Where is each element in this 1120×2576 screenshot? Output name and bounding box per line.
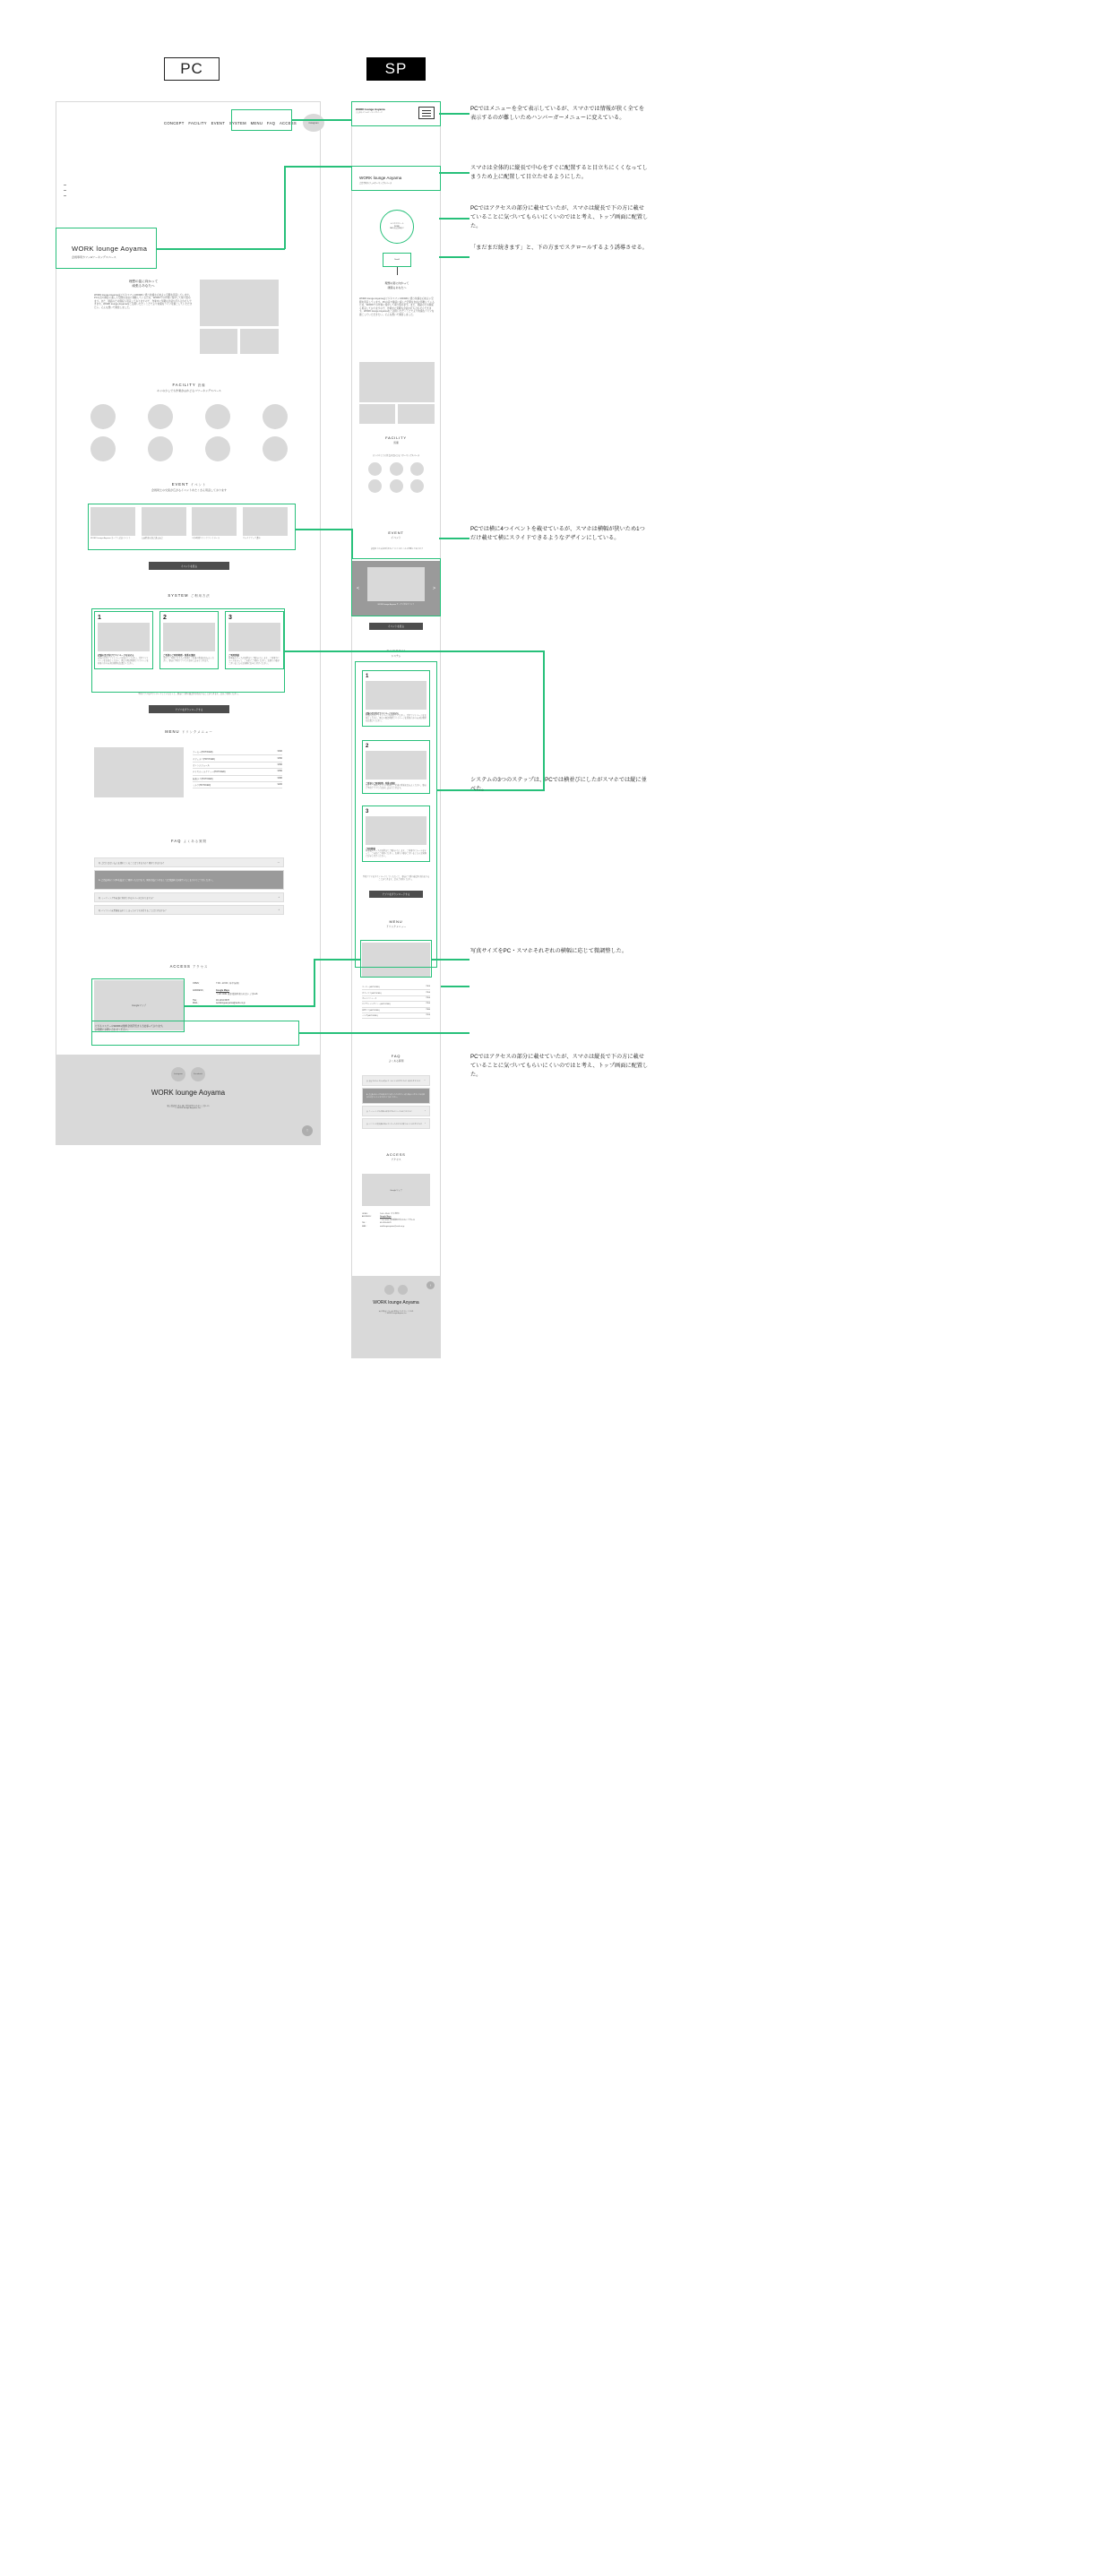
- sp-concept-image-main: [359, 362, 435, 402]
- annotation-connector: [441, 986, 470, 987]
- faq-question: Q. パソコンの充電器を忘れてしまったのですが借りることはできますか？: [99, 909, 168, 912]
- pc-concept-text: [94, 280, 193, 309]
- access-google-maps-link[interactable]: Google Maps: [380, 1216, 392, 1219]
- pc-hero-brand: WORK lounge Aoyama: [72, 245, 148, 253]
- faq-question: Q. ミーティングや商談に利用できるスペースはありますか？: [99, 897, 155, 900]
- footer-address: 東京都港区 青山 東京都港区青山あおい丁目1-21: [167, 1106, 210, 1107]
- arrow-up-icon[interactable]: ↑: [302, 1125, 313, 1136]
- system-step-body: 受付でご利用になりたい時間とご希望の席番をお伝えください。事前に専用アプリでのお申し込みもできます。: [366, 785, 426, 790]
- menu-row: コーヒー(HOT/ICED) ¥300: [362, 985, 430, 990]
- footer-copyright: © WORK lounge Aoyama, Inc.: [175, 1107, 202, 1109]
- sp-system-note: 専用アプリをダウンロードしていただくと、事前に空席の確認や予約をすることができます。是非ご利用ください。: [362, 876, 430, 882]
- annotation-connector: [351, 529, 353, 559]
- instagram-icon[interactable]: instagram: [303, 114, 324, 132]
- sp-concept-image-sub-2: [398, 404, 435, 424]
- system-step-title: ご希望のご利用時間・席番を選択: [163, 654, 195, 657]
- menu-item-price: ¥350: [277, 770, 282, 773]
- facility-icon-1: [368, 462, 382, 476]
- annotation-note-3: PCではアクセスの部分に載せていたが、スマホは縦長で下の方に載せていることに気づいてもらいにくいのではと考え、トップ画面に配置した。: [470, 205, 649, 230]
- scroll-line: [397, 267, 398, 275]
- faq-toggle-icon[interactable]: +: [424, 1110, 426, 1112]
- annotation-connector: [285, 650, 545, 652]
- sp-faq-list: [362, 1075, 430, 1129]
- footer-address: 東京都港区 青山 東京都港区青山あおい丁目1-21: [378, 1311, 414, 1313]
- access-tel-label: TEL：: [193, 998, 199, 1002]
- arrow-up-icon[interactable]: ↑: [426, 1281, 435, 1289]
- system-step-title: 店舗の受け付けでマイページを見せる: [98, 654, 134, 657]
- footer-brand: WORK lounge Aoyama: [373, 1300, 419, 1305]
- annotation-connector: [543, 650, 545, 789]
- system-step-body: 利用後スタッフがお席までご案内いたします。ご利用中にルールを守って、ご自由にご利用ください。お困りの事がございましたらお気軽にお申し付けください。: [366, 850, 426, 858]
- concept-image-main: [200, 280, 279, 326]
- system-step-number: 2: [163, 615, 167, 621]
- facility-icon-6: [410, 479, 424, 493]
- faq-ja: よくある質問: [183, 840, 207, 843]
- sp-system-heading: システム: [391, 654, 401, 658]
- system-step-title: ご希望のご利用時間・席番を選択: [366, 783, 395, 785]
- sp-footer: [352, 1276, 440, 1358]
- annotation-connector: [439, 172, 470, 174]
- pc-faq-list: [94, 857, 284, 915]
- nav-item-event[interactable]: EVENT: [211, 120, 226, 125]
- access-mail-value: worklongeaoyama@work.co.jp: [216, 1002, 246, 1005]
- menu-item-price: ¥350: [277, 762, 282, 766]
- sp-concept-body: WORK lounge Aoyamaはビジネスマン×WORKに通う快適な心地よい空間を用意しています。PCの音や静音に適した空間を自由に移動しているため、WORKでの作業に集中して取り組めます。また、通話のため個室も用意しておりますので、作業中に気軽な会話や打ち合わせもできます。WORK lounge Aoyamaをご活用いただくことでより快適なライフを過ごしていただきたい。そんな想いで運営しました。: [359, 297, 435, 316]
- system-en: SYSTEM: [168, 593, 189, 598]
- access-mail-label: MAIL：: [193, 1002, 200, 1005]
- sp-facility-heading: FACILITY 設備: [385, 435, 407, 444]
- menu-item-name: カフェラテ(HOT/ICED): [193, 757, 215, 761]
- sp-business-school-badge[interactable]: ビジネススクール WORK 無料会員登録受付: [380, 210, 414, 244]
- sp-event-more-button[interactable]: イベントを見る: [369, 623, 423, 630]
- pc-faq-heading: [56, 839, 322, 843]
- sp-event-heading: EVENT イベント: [388, 530, 404, 539]
- faq-item[interactable]: [94, 892, 284, 902]
- nav-item-facility[interactable]: FACILITY: [188, 120, 207, 125]
- facility-icon-4: [263, 404, 288, 429]
- pc-system-heading: [56, 593, 322, 598]
- pc-label: PC: [164, 57, 220, 81]
- facility-icon-5: [390, 479, 403, 493]
- menu-item-name: 抹茶ラテ(HOT/ICED): [193, 777, 213, 780]
- system-step-title: ご利用開始: [366, 849, 375, 850]
- annotation-note-1: PCではメニューを全て表示しているが、スマホでは情報が狭く全てを表示するのが難しいためハンバーガーメニューに変えている。: [470, 106, 645, 122]
- annotation-box-system-pc: [91, 608, 285, 693]
- access-open-value: 7:00〜22:00（年中無休）: [216, 982, 241, 985]
- sp-access-map[interactable]: Googleマップ: [362, 1174, 430, 1206]
- faq-question: Q. 会員ではない友人を連れてくることはできますか？同伴できますか？: [99, 862, 166, 865]
- facility-icon-3: [410, 462, 424, 476]
- system-step-number: 3: [228, 615, 232, 621]
- faq-toggle-icon[interactable]: +: [278, 896, 280, 899]
- nav-item-faq[interactable]: FAQ: [266, 120, 276, 125]
- sp-facility-icon-row-2: [368, 479, 424, 493]
- system-step-number: 2: [366, 744, 369, 749]
- annotation-connector: [296, 529, 351, 530]
- menu-row: ロイヤルミルクティー(HOT/ICED) ¥350: [362, 1002, 430, 1007]
- faq-item[interactable]: [94, 905, 284, 915]
- hero-deco-line-3: [64, 195, 66, 196]
- annotation-connector: [284, 167, 286, 249]
- concept-heading-2: 頑張るあなたへ: [132, 284, 155, 289]
- faq-en: FAQ: [171, 839, 182, 843]
- sp-scroll-hint: Scroll: [383, 253, 411, 267]
- annotation-note-7: 写真サイズをPC・スマホそれぞれの横幅に応じて微調整した。: [470, 948, 628, 954]
- access-address-value: 〒107-0061 東京都港区青山あおい丁目1-21: [216, 992, 258, 995]
- faq-toggle-icon[interactable]: —: [277, 861, 280, 864]
- system-step-body: 利用後スタッフがお席までご案内いたします。ご利用中にルールを守って、ご自由にご利用ください。お困りの事がございましたらお気軽にお申し付けください。: [228, 658, 280, 666]
- annotation-note-6: システムの3つのステップは、PCでは横並びにしたがスマホでは縦に並べた。: [470, 777, 647, 793]
- annotation-connector: [439, 218, 470, 220]
- nav-item-system[interactable]: SYSTEM: [228, 120, 246, 125]
- event-card-caption: 1日4時間マインドコントロール: [192, 538, 220, 539]
- annotation-box-system-sp: [355, 661, 437, 968]
- sp-menu-list: [362, 985, 430, 1019]
- annotation-box-event-sp: [351, 558, 441, 616]
- sp-hero-brand-sub: 会員専用カフェ&ワーキングスペース: [359, 183, 392, 185]
- sp-concept-image-sub-1: [359, 404, 395, 424]
- annotation-note-8: PCではアクセスの部分に載せていたが、スマホは縦長で下の方に載せていることに気づいてもらいにくいのではと考え、トップ画面に配置した。: [470, 1054, 649, 1079]
- event-sub: 会員同士の交流が広がるイベントをたくさん用意しております: [151, 488, 227, 492]
- facility-icon-2: [148, 404, 173, 429]
- facility-icon-3: [205, 404, 230, 429]
- annotation-connector: [299, 1032, 470, 1034]
- faq-toggle-icon[interactable]: —: [424, 1080, 426, 1081]
- carousel-prev-arrow[interactable]: <: [357, 586, 359, 591]
- annotation-connector: [185, 1005, 314, 1007]
- menu-row: カフェラテ(HOT/ICED) ¥350: [362, 990, 430, 995]
- footer-brand: WORK lounge Aoyama: [151, 1089, 226, 1097]
- menu-row: [193, 776, 282, 782]
- pc-menu-heading: [56, 729, 322, 734]
- carousel-next-arrow[interactable]: >: [433, 586, 435, 591]
- faq-answer: [94, 870, 284, 890]
- faq-item[interactable]: Q. ミーティングや商談に利用できるスペースはありますか？ +: [362, 1106, 430, 1116]
- facility-icon-2: [390, 462, 403, 476]
- annotation-connector: [292, 119, 351, 121]
- system-step-number: 1: [98, 615, 101, 621]
- annotation-box-nav-sp: [351, 101, 441, 126]
- pc-system-note: 専用アプリをダウンロードしていただくと、事前に空席の確認や予約をすることができます。是非ご利用ください。: [138, 694, 240, 695]
- facility-icon-6: [148, 436, 173, 461]
- pc-event-heading: [56, 482, 322, 492]
- annotation-connector: [439, 113, 470, 115]
- menu-item-price: ¥380: [277, 776, 282, 780]
- sp-concept-heading: 理想の姿に向かって 頑張るあなたへ: [384, 281, 409, 289]
- pc-app-download-button[interactable]: アプリをダウンロードする: [149, 705, 229, 713]
- faq-item[interactable]: [94, 857, 284, 867]
- menu-item-name: コーヒー(HOT/ICED): [193, 751, 213, 754]
- menu-row: [193, 769, 282, 775]
- annotation-connector: [314, 959, 360, 961]
- pc-access-map[interactable]: Googleマップ: [94, 980, 184, 1030]
- access-en: ACCESS: [169, 964, 191, 969]
- event-card-caption: 交流飲食店舗会議交流会: [141, 538, 163, 539]
- pc-access-heading: [56, 964, 322, 969]
- access-open-label: OPEN：: [193, 982, 202, 985]
- menu-item-name: オレンジジュース: [193, 763, 210, 767]
- menu-item-price: ¥200: [277, 783, 282, 787]
- system-step-title: ご利用開始: [228, 654, 239, 657]
- sp-faq-heading: FAQ よくある質問: [388, 1054, 404, 1063]
- footer-facebook-icon[interactable]: Facebook: [191, 1067, 205, 1081]
- sp-facility-icon-row-1: [368, 462, 424, 476]
- menu-item-price: ¥300: [277, 750, 282, 754]
- footer-facebook-icon[interactable]: [398, 1285, 408, 1295]
- sp-event-sub: 会員同士の交流が広がるイベントをたくさん用意しております: [370, 548, 424, 550]
- pc-event-more-button[interactable]: イベントを見る: [149, 562, 229, 570]
- system-step-body: 受付でご利用になりたい時間とご希望の席番をお伝えください。事前に専用アプリでのお申し込みもできます。: [163, 658, 214, 663]
- faq-item[interactable]: Q. 会員ではない友人を連れてくることはできますか？同伴できますか？ —: [362, 1075, 430, 1086]
- menu-row: [193, 782, 282, 788]
- annotation-connector: [439, 538, 470, 539]
- facility-icon-7: [205, 436, 230, 461]
- pc-menu-list: [193, 749, 282, 788]
- menu-row: [193, 755, 282, 762]
- system-step-body: 店舗の受付にてマイページを見せてください。受付でマイページをお見せください。面会の際は残席でマイページを利用の方のみ予約席席をお選びください。: [98, 658, 149, 666]
- annotation-box-hero-pc: [56, 228, 157, 269]
- facility-icon-4: [368, 479, 382, 493]
- annotation-note-4: 「まだまだ続きます」と、下の方までスクロールするよう誘導させる。: [470, 245, 648, 251]
- sp-brand: WORK lounge Aoyama: [356, 108, 385, 111]
- annotation-box-event-pc: [88, 504, 296, 550]
- annotation-connector: [314, 959, 315, 1007]
- facility-icon-row-2: [90, 436, 288, 461]
- nav-item-concept[interactable]: CONCEPT: [164, 120, 185, 125]
- sp-brand-sub: 会員専用カフェ&ワーキングスペース: [356, 112, 383, 114]
- pc-access-notice-text: ビジネススクールWORKの無料会員手続きも当社承っております。 お気軽にお問い合わせください。: [95, 1025, 165, 1032]
- event-card-caption: WORK lounge Aoyama オープン記念イベント: [90, 538, 131, 539]
- access-ja: アクセス: [192, 965, 209, 969]
- sp-access-info: OPEN： 7:00〜22:00（年中無休） ADDRESS： Google Maps 〒107-0061 東京都港区青山あおい丁目1-21 TEL： 03-1234-5678 MAIL： worklongeaoyama@work.co.jp: [362, 1213, 416, 1228]
- access-address-label: ADDRESS：: [193, 988, 205, 992]
- sp-app-download-button[interactable]: アプリをダウンロードする: [369, 891, 423, 898]
- facility-icon-row-1: [90, 404, 288, 429]
- concept-body: WORK lounge Aoyamaはビジネスマン×WORKに通う快適な心地よい空間を用意しています。PCの音や静音に適した空間を自由に移動しているため、WORKでの作業に集中して取り組めます。また、通話のため個室も用意しておりますので、作業中に気軽な会話や打ち合わせもできます。WORK lounge Aoyamaをご活用いただくことでより快適なライフを過ごしていただきたい。そんな想いで運営しました。: [94, 293, 193, 309]
- sp-label: SP: [366, 57, 426, 81]
- facility-icon-1: [90, 404, 116, 429]
- menu-en: MENU: [165, 729, 180, 734]
- faq-answer: A. 会員様1名につき1名様までご同伴いただけます。同伴者様につきましては別途料金が発生いたしますのでご了承ください。: [362, 1088, 430, 1104]
- nav-item-menu[interactable]: MENU: [250, 120, 263, 125]
- system-sub: ご利用方法: [190, 594, 211, 598]
- menu-row: 抹茶ラテ(HOT/ICED) ¥380: [362, 1008, 430, 1013]
- annotation-note-2: スマホは全体的に縦長で中心をすぐに配置すると目立ちにくくなってしまうため上に配置して目立たせるようにした。: [470, 165, 648, 181]
- annotation-connector: [284, 166, 352, 168]
- facility-icon-8: [263, 436, 288, 461]
- system-step-number: 3: [366, 809, 369, 814]
- annotation-connector: [432, 959, 470, 961]
- event-en: EVENT: [171, 482, 189, 487]
- hero-deco-line-2: [64, 190, 66, 191]
- annotation-box-hero-sp: [351, 166, 441, 191]
- nav-item-access[interactable]: ACCESS: [279, 120, 297, 125]
- annotation-box-nav-pc: [228, 109, 292, 131]
- concept-heading-1: 理想の姿に向かって: [128, 280, 159, 283]
- sp-menu-heading: MENU ドリンクメニュー: [385, 919, 407, 928]
- annotation-box-menu-image-sp: [360, 940, 432, 978]
- event-card-caption: WORK lounge Aoyama オープン記念イベント: [377, 604, 415, 606]
- event-card-caption: キャリアアップ講座: [242, 538, 261, 539]
- access-tel-value: 03-1234-5678: [216, 998, 229, 1002]
- system-step-title: 店舗の受け付けでマイページを見せる: [366, 713, 400, 715]
- annotation-note-5: PCでは横に4つイベントを載せているが、スマホは横幅が狭いため1つだけ載せて横にスライドできるようなデザインにしている。: [470, 526, 645, 542]
- facility-icon-5: [90, 436, 116, 461]
- footer-instagram-icon[interactable]: [384, 1285, 394, 1295]
- menu-row: [193, 749, 282, 755]
- concept-image-sub-2: [240, 329, 279, 354]
- menu-item-name: ミルク(HOT/ICED): [193, 784, 211, 788]
- menu-ja: ドリンクメニュー: [181, 730, 213, 734]
- pc-access-info: [193, 982, 300, 1005]
- pc-menu-image: [94, 747, 184, 797]
- annotation-connector: [157, 248, 285, 250]
- sp-facility-sub: ホンの少しでも作業がはかどるコワーキングスペース: [372, 455, 420, 457]
- event-ja: イベント: [190, 483, 207, 487]
- annotation-connector: [439, 256, 470, 258]
- sp-hero-brand: WORK lounge Aoyama: [359, 176, 402, 180]
- access-google-maps-link[interactable]: Google Maps: [216, 988, 230, 992]
- faq-toggle-icon[interactable]: +: [278, 909, 280, 911]
- facility-sub: ホンの少しでも作業がはかどるコワーキングスペース: [157, 389, 221, 392]
- footer-instagram-icon[interactable]: Instagram: [171, 1067, 185, 1081]
- footer-copyright: © WORK lounge Aoyama, Inc.: [384, 1313, 408, 1314]
- facility-en: FACILITY: [172, 383, 196, 387]
- pc-facility-heading: [56, 383, 322, 392]
- sp-access-heading: ACCESS アクセス: [386, 1152, 406, 1161]
- concept-image-sub-1: [200, 329, 237, 354]
- faq-item[interactable]: Q. パソコンの充電器を忘れてしまったのですが借りることはできますか？ +: [362, 1118, 430, 1129]
- pc-hero-brand-sub: 会員専用カフェ&ワーキングスペース: [72, 255, 116, 259]
- faq-answer-text: A. 会員様1名につき1名様までご同伴いただけます。同伴者様につきましては別途料金が発生いたしますのでご了承ください。: [99, 880, 215, 882]
- faq-toggle-icon[interactable]: +: [424, 1123, 426, 1124]
- menu-row: ミルク(HOT/ICED) ¥200: [362, 1013, 430, 1019]
- system-step-body: 店舗の受付にてマイページを見せてください。受付でマイページをお見せください。面会の際は残席でマイページを利用の方のみ予約席席をお選びください。: [366, 715, 426, 723]
- menu-row: [193, 762, 282, 769]
- menu-item-name: ロイヤルミルクティー(HOT/ICED): [193, 771, 226, 774]
- pc-footer: [56, 1055, 320, 1145]
- facility-ja: 設備: [197, 383, 206, 387]
- system-step-number: 1: [366, 674, 369, 679]
- menu-item-price: ¥350: [277, 756, 282, 760]
- menu-row: オレンジジュース ¥350: [362, 996, 430, 1002]
